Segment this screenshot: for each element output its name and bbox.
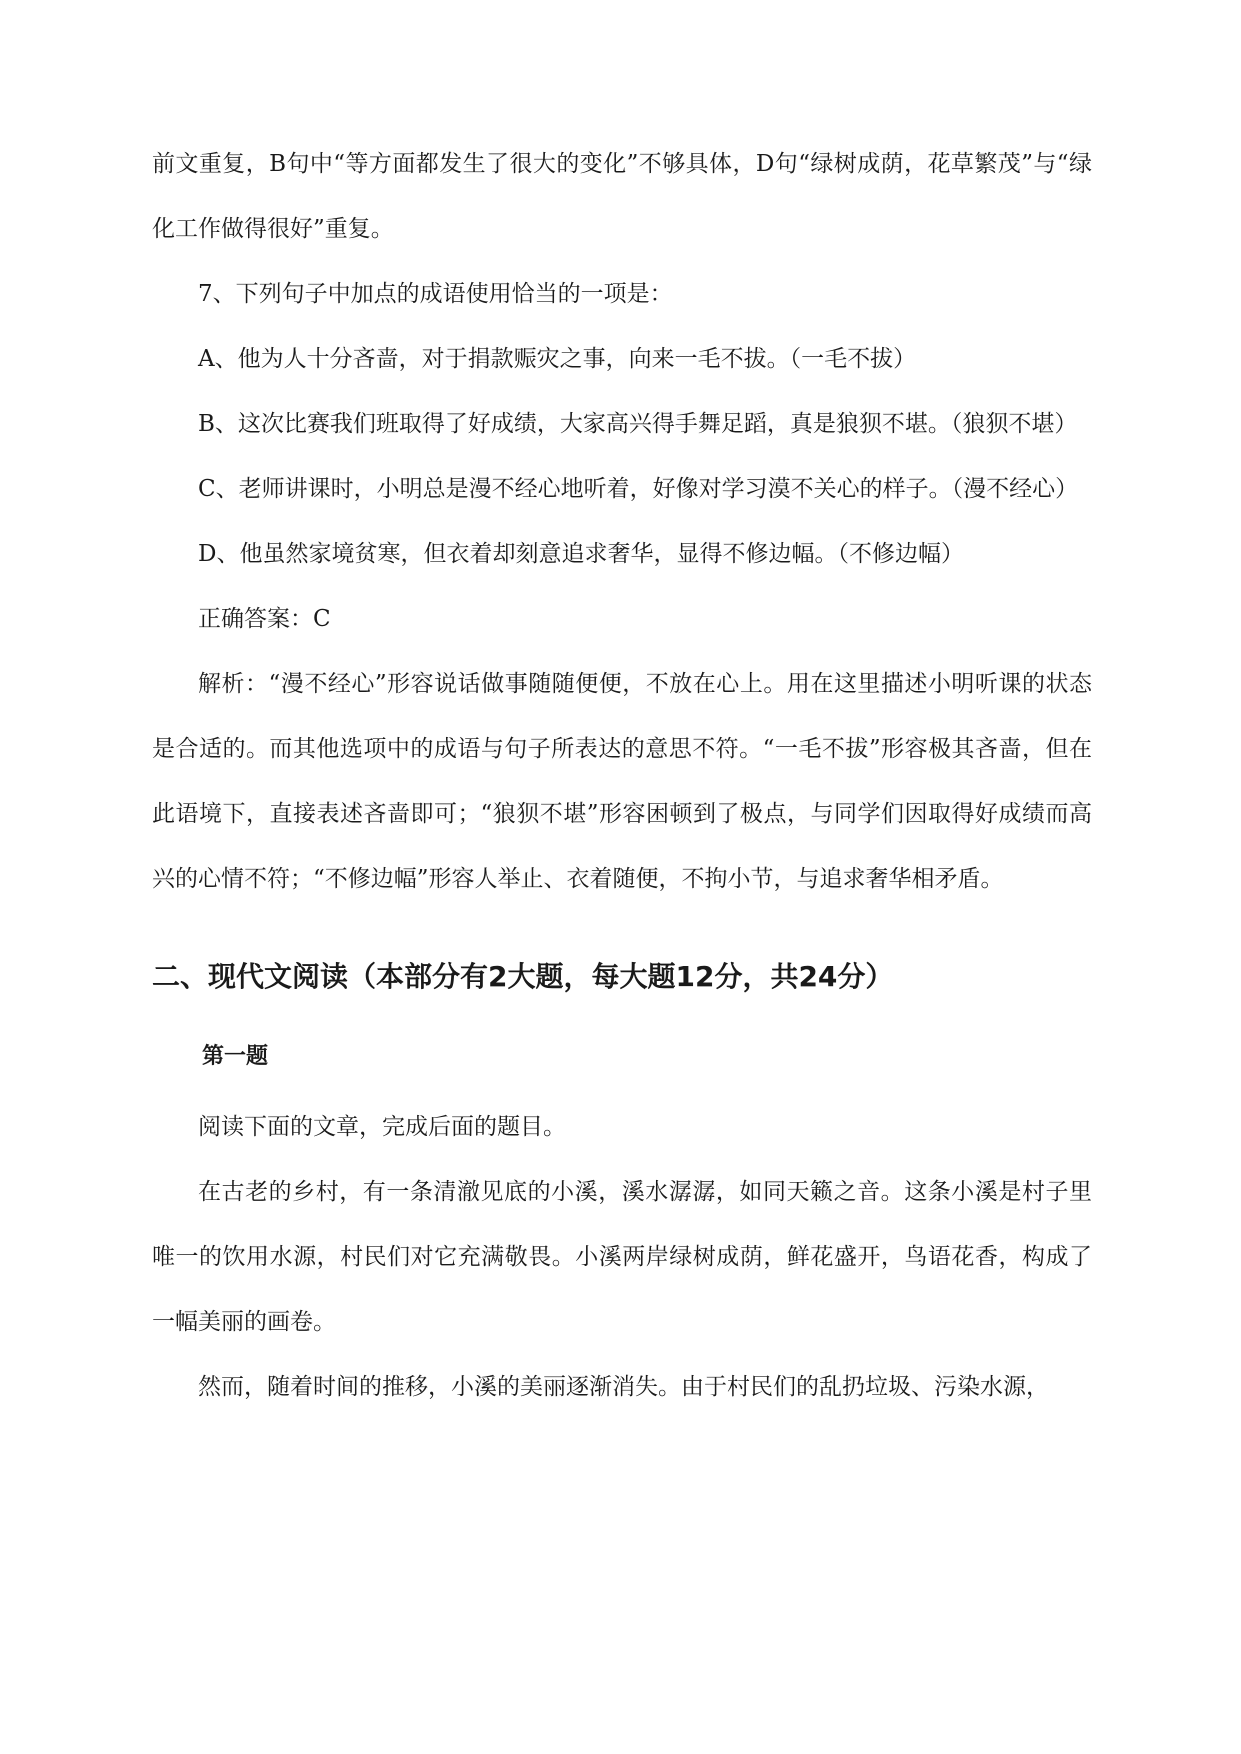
subsection-heading-first-question: 第一题 xyxy=(202,1044,269,1069)
article-paragraph-1: 在古老的乡村，有一条清澈见底的小溪，溪水潺潺，如同天籁之音。这条小溪是村子里唯一的饮用水源，村民们对它充满敬畏。小溪两岸绿树成荫，鲜花盛开，鸟语花香，构成了一幅美丽的画卷。 xyxy=(152,1179,1092,1335)
option-a: A、他为人十分吝啬，对于捐款赈灾之事，向来一毛不拔。（一毛不拔） xyxy=(198,346,917,372)
paragraph-previous-analysis: 前文重复，B句中“等方面都发生了很大的变化”不够具体，D句“绿树成荫，花草繁茂”与“绿化工作做得很好”重复。 xyxy=(152,151,1092,242)
article-paragraph-2: 然而，随着时间的推移，小溪的美丽逐渐消失。由于村民们的乱扔垃圾、污染水源， xyxy=(198,1374,1049,1400)
document-page xyxy=(152,132,1092,1420)
reading-instruction: 阅读下面的文章，完成后面的题目。 xyxy=(198,1114,566,1140)
option-b: B、这次比赛我们班取得了好成绩，大家高兴得手舞足蹈，真是狼狈不堪。（狼狈不堪） xyxy=(198,411,1078,437)
answer-analysis: 解析：“漫不经心”形容说话做事随随便便，不放在心上。用在这里描述小明听课的状态是合适的。而其他选项中的成语与句子所表达的意思不符。“一毛不拔”形容极其吝啬，但在此语境下，直接表述吝啬即可；“狼狈不堪”形容困顿到了极点，与同学们因取得好成绩而高兴的心情不符；“不修边幅”形容人举止、衣着随便，不拘小节，与追求奢华相矛盾。 xyxy=(152,671,1092,892)
correct-answer: 正确答案：C xyxy=(198,606,331,632)
question-7: 7、下列句子中加点的成语使用恰当的一项是： xyxy=(198,281,673,307)
option-d: D、他虽然家境贫寒，但衣着却刻意追求奢华，显得不修边幅。（不修边幅） xyxy=(198,541,964,567)
section-heading-modern-reading: 二、现代文阅读（本部分有2大题，每大题12分，共24分） xyxy=(152,960,894,993)
option-c: C、老师讲课时，小明总是漫不经心地听着，好像对学习漠不关心的样子。（漫不经心） xyxy=(198,476,1079,502)
